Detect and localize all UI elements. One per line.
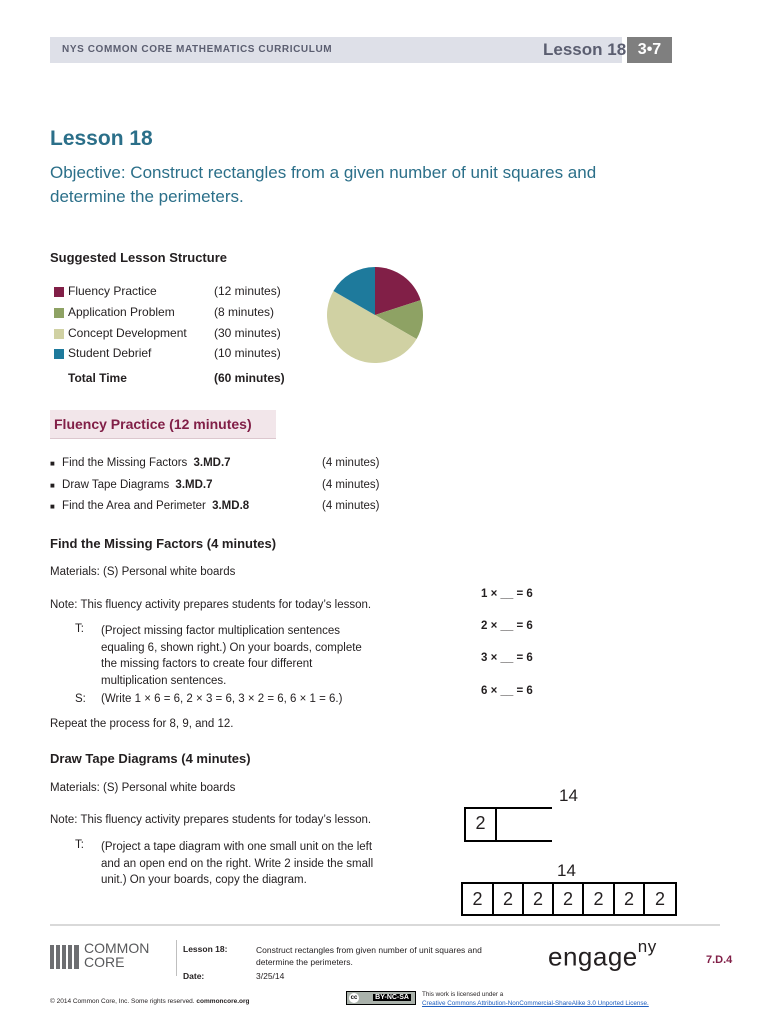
structure-heading: Suggested Lesson Structure	[50, 250, 227, 265]
structure-label: Application Problem	[68, 305, 175, 319]
equation: 3 × __ = 6	[481, 652, 533, 664]
structure-label: Student Debrief	[68, 346, 152, 360]
logo-line: CORE	[84, 954, 125, 970]
fluency-heading: Fluency Practice (12 minutes)	[54, 416, 252, 432]
bullet-icon: ■	[50, 459, 55, 468]
dialogue-line: equaling 6, shown right.) On your boards, complete	[101, 641, 362, 654]
cc-license-badge[interactable]	[346, 991, 416, 1005]
tape-materials: Materials: (S) Personal white boards	[50, 782, 236, 794]
copyright-site: commoncore.org	[196, 998, 250, 1005]
fluency-item	[50, 500, 410, 512]
footer-lesson-description	[256, 944, 516, 968]
legend-swatch	[54, 349, 64, 359]
common-core-logo-icon	[50, 943, 80, 969]
student-response: (Write 1 × 6 = 6, 2 × 3 = 6, 3 × 2 = 6, 6 × 1 = 6.)	[101, 693, 343, 705]
tape-top-edge	[464, 807, 552, 809]
fluency-item-text: Draw Tape Diagrams	[62, 479, 170, 491]
grade-module-badge: 3•7	[627, 37, 672, 63]
structure-time: (12 minutes)	[214, 284, 281, 298]
fluency-item-standard: 3.MD.8	[212, 500, 250, 512]
student-label: S:	[75, 693, 86, 705]
fluency-item-text: Find the Area and Perimeter	[62, 500, 206, 512]
cc-badge-text: BY-NC-SA	[375, 994, 409, 1001]
tape-heading: Draw Tape Diagrams (4 minutes)	[50, 751, 251, 766]
header-lesson: Lesson 18	[543, 40, 627, 59]
structure-time: (10 minutes)	[214, 346, 281, 360]
tape-unit: 2	[582, 882, 613, 916]
footer-divider	[50, 924, 720, 926]
tape-unit: 2	[461, 882, 492, 916]
structure-time: (30 minutes)	[214, 326, 281, 340]
structure-label: Concept Development	[68, 326, 187, 340]
tape-unit: 2	[552, 882, 582, 916]
footer-desc-line: determine the perimeters.	[256, 957, 353, 967]
missing-factors-materials: Materials: (S) Personal white boards	[50, 566, 236, 578]
dialogue-line: unit.) On your boards, copy the diagram.	[101, 874, 307, 886]
fluency-item-standard: 3.MD.7	[175, 479, 213, 491]
tape-total-label: 14	[559, 786, 578, 805]
dialogue-line: multiplication sentences.	[101, 674, 227, 687]
objective-line-1: Objective: Construct rectangles from a given number of unit squares and	[50, 163, 597, 182]
tape-unit: 2	[643, 882, 677, 916]
logo-line: COMMON	[84, 940, 150, 956]
fluency-item-time: (4 minutes)	[322, 479, 380, 491]
tape-note: Note: This fluency activity prepares students for today’s lesson.	[50, 814, 372, 826]
cc-icon: cc	[350, 995, 358, 1001]
footer-separator	[176, 940, 177, 976]
structure-label: Fluency Practice	[68, 284, 157, 298]
tape-bottom-edge	[464, 840, 552, 842]
tape-unit: 2	[522, 882, 552, 916]
missing-factors-note: Note: This fluency activity prepares students for today’s lesson.	[50, 599, 372, 611]
license-line: This work is licensed under a	[422, 991, 504, 998]
teacher-dialogue	[101, 623, 421, 689]
footer-desc-line: Construct rectangles from given number of unit squares and	[256, 945, 482, 955]
fluency-item-time: (4 minutes)	[322, 500, 380, 512]
legend-swatch	[54, 329, 64, 339]
structure-time: (8 minutes)	[214, 305, 275, 319]
equation: 6 × __ = 6	[481, 685, 533, 697]
fluency-item-text: Find the Missing Factors	[62, 457, 188, 469]
objective	[50, 161, 670, 209]
dialogue-line: the missing factors to create four different	[101, 658, 313, 670]
license-text	[422, 990, 649, 1008]
tape-unit: 2	[492, 882, 522, 916]
tape-total-label: 14	[557, 861, 576, 880]
tape-unit: 2	[613, 882, 643, 916]
legend-swatch	[54, 287, 64, 297]
common-core-wordmark	[84, 941, 149, 969]
curriculum-label: NYS COMMON CORE MATHEMATICS CURRICULUM	[62, 44, 333, 55]
brand-text: engage	[548, 941, 638, 972]
tape-unit-divider	[495, 807, 497, 842]
footer-date-label: Date:	[183, 971, 205, 981]
fluency-item-standard: 3.MD.7	[193, 457, 231, 469]
equation: 1 × __ = 6	[481, 588, 533, 600]
fluency-item	[50, 479, 410, 491]
bullet-icon: ■	[50, 502, 55, 511]
brand-superscript: ny	[637, 937, 657, 956]
bullet-icon: ■	[50, 481, 55, 490]
tape-unit-value: 2	[475, 813, 486, 833]
fluency-item-time: (4 minutes)	[322, 457, 380, 469]
teacher-label: T:	[75, 839, 84, 851]
dialogue-line: (Project missing factor multiplication sentences	[101, 625, 341, 637]
fluency-item	[50, 457, 410, 469]
legend-swatch	[54, 308, 64, 318]
dialogue-line: (Project a tape diagram with one small unit on the left	[101, 841, 373, 853]
engageny-logo	[548, 937, 657, 973]
missing-factors-heading: Find the Missing Factors (4 minutes)	[50, 536, 277, 551]
license-link[interactable]: Creative Commons Attribution-NonCommercial-ShareAlike 3.0 Unported License.	[422, 1000, 649, 1007]
lesson-title: Lesson 18	[50, 127, 153, 150]
repeat-instruction: Repeat the process for 8, 9, and 12.	[50, 718, 234, 730]
total-time-label: Total Time	[68, 371, 127, 385]
footer-date: 3/25/14	[256, 971, 285, 981]
page-code: 7.D.4	[706, 954, 733, 966]
objective-line-2: determine the perimeters.	[50, 187, 244, 206]
teacher-label: T:	[75, 623, 84, 635]
copyright-text: © 2014 Common Core, Inc. Some rights reserved.	[50, 998, 195, 1005]
equation: 2 × __ = 6	[481, 620, 533, 632]
copyright	[50, 998, 250, 1005]
total-time-value: (60 minutes)	[214, 371, 285, 385]
dialogue-line: and an open end on the right. Write 2 inside the small	[101, 857, 374, 870]
lesson-structure-pie-chart	[320, 260, 430, 370]
footer-lesson-label: Lesson 18:	[183, 944, 228, 954]
teacher-dialogue	[101, 839, 421, 889]
